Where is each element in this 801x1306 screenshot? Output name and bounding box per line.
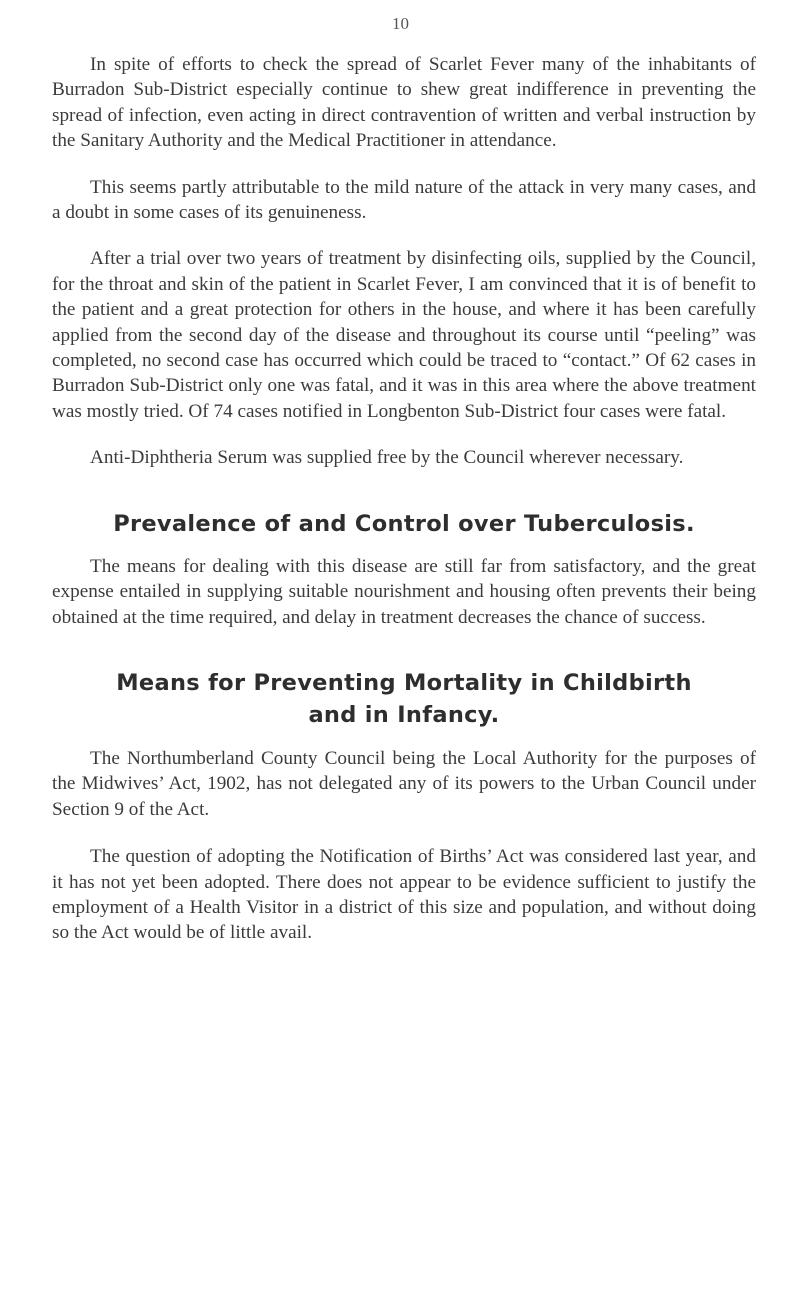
paragraph-notification-of-births: The question of adopting the Notification of Births’ Act was considered last year, and it has not yet been adopted. There does not appear to be evidence sufficient to justify the employment of a Health Visitor in a district of this size and population, and without doing so the Act would be of little avail. bbox=[52, 846, 756, 944]
paragraph-midwives-act: The Northumberland County Council being the Local Authority for the purposes of the Midwives’ Act, 1902, has not delegated any of its powers to the Urban Council under Section 9 of the Act. bbox=[52, 747, 756, 820]
heading-childbirth-line2: and in Infancy. bbox=[308, 701, 500, 728]
paragraph-disinfecting-oils: After a trial over two years of treatment by disinfecting oils, supplied by the Council, for the throat and skin of the patient in Scarlet Fever, I am convinced that it is of benefit to the patient and a great protection for others in the house, and where it has been carefully applied from the second day of the disease and throughout its course until “peeling” was completed, no second case has occurred which could be traced to “contact.” Of 62 cases in Burradon Sub-District only one was fatal, and it was in this area where the above treatment was mostly tried. Of 74 cases notified in Longbenton Sub-District four cases were fatal. bbox=[52, 248, 756, 422]
paragraph-anti-diphtheria-serum: Anti-Diphtheria Serum was supplied free by the Council wherever necessary. bbox=[90, 447, 684, 469]
page-content bbox=[52, 52, 756, 946]
page-number: 10 bbox=[392, 14, 409, 33]
paragraph-mild-attack: This seems partly attributable to the mild nature of the attack in very many cases, and a doubt in some cases of its genuineness. bbox=[52, 176, 756, 224]
paragraph-tuberculosis: The means for dealing with this disease are still far from satisfactory, and the great expense entailed in supplying suitable nourishment and housing often prevents their being obtained at the time required, and delay in treatment decreases the chance of success. bbox=[52, 555, 756, 628]
paragraph-scarlet-fever-indifference: In spite of efforts to check the spread of Scarlet Fever many of the inhabitants of Burradon Sub-District especially continue to shew great indifference in preventing the spread of infection, even acting in direct contravention of written and verbal instruction by the Sanitary Authority and the Medical Practitioner in attendance. bbox=[52, 54, 756, 152]
heading-childbirth-line1: Means for Preventing Mortality in Childbirth bbox=[116, 669, 692, 696]
heading-tuberculosis: Prevalence of and Control over Tuberculosis. bbox=[113, 510, 695, 537]
heading-childbirth bbox=[52, 667, 756, 731]
